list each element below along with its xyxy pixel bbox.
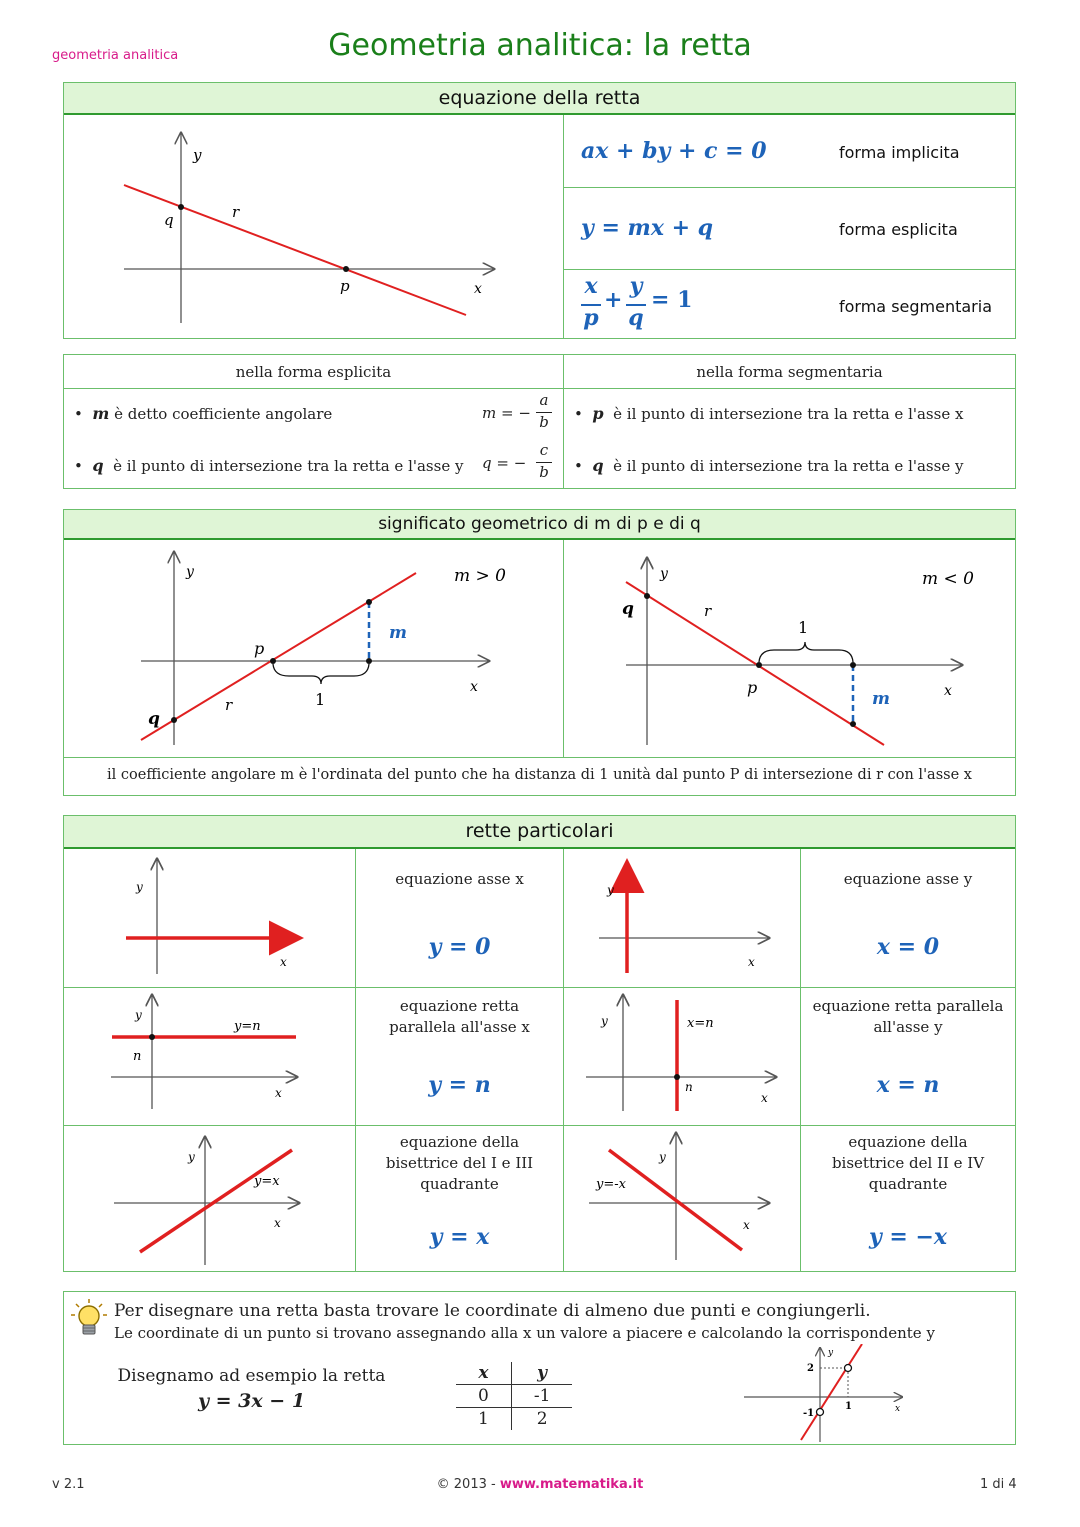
y-axis-graph [564, 849, 800, 987]
line-graph [64, 115, 563, 338]
unit-label: 1 [315, 690, 326, 709]
x-axis-label: x [748, 955, 755, 969]
x-axis-label: x [274, 1216, 281, 1230]
p-label: p [340, 277, 350, 295]
explicit-item-m: • m è detto coefficiente angolare [74, 404, 333, 423]
y-axis-label: y [186, 564, 194, 580]
parallel-y-desc: equazione retta parallela all'asse y [812, 997, 1004, 1036]
y-axis-label: y [601, 1014, 608, 1028]
x-axis-label: x [743, 1218, 750, 1232]
example-equation: y = 3x − 1 [197, 1390, 306, 1412]
example-graph [744, 1344, 924, 1444]
bisector-2-desc: equazione della bisettrice del II e IV quadrante [831, 1133, 985, 1193]
x-axis-desc: equazione asse x [395, 870, 524, 888]
y-axis-label: y [607, 883, 614, 897]
x-axis-eq: y = 0 [428, 934, 491, 960]
m-label: m [389, 623, 407, 643]
tip-line-1: Per disegnare una retta basta trovare le coordinate di almeno due punti e congiungerli. [114, 1301, 871, 1321]
section-label: geometria analitica [52, 48, 179, 63]
version: v 2.1 [52, 1477, 85, 1492]
line-label: y=-x [596, 1177, 626, 1192]
y-axis-label: y [193, 146, 202, 164]
x-axis-label: x [761, 1091, 768, 1105]
negative-slope-graph [564, 540, 1015, 757]
parallel-x-desc: equazione retta parallela all'asse x [389, 997, 530, 1036]
x-axis-label: x [944, 683, 952, 699]
slope-condition: m < 0 [922, 569, 974, 589]
r-label: r [232, 203, 240, 221]
tick-1: 1 [845, 1401, 852, 1412]
page-title: Geometria analitica: la retta [328, 28, 752, 63]
y-axis-label: y [136, 880, 143, 894]
lightbulb-icon [70, 1298, 108, 1340]
m-label: m [872, 689, 890, 709]
segment-formula: x p + y q = 1 [581, 273, 711, 335]
bisector-1-desc: equazione della bisettrice del I e III quadrante [385, 1133, 534, 1193]
y-axis-eq: x = 0 [876, 934, 940, 960]
x-axis-label: x [275, 1086, 282, 1100]
meaning-box [63, 509, 1016, 796]
line-label: y=x [254, 1174, 280, 1189]
n-label: n [133, 1049, 142, 1064]
y-axis-label: y [135, 1008, 142, 1022]
m-formula: m = − a b [482, 391, 562, 435]
parallel-y-eq: x = n [876, 1072, 940, 1098]
x-axis-label: x [280, 955, 287, 969]
x-axis-graph [64, 849, 355, 987]
q-label: q [148, 709, 160, 729]
segment-heading: nella forma segmentaria [696, 363, 883, 381]
bisector-1-graph [64, 1125, 355, 1272]
x-axis-label: x [470, 679, 478, 695]
bisector-2-eq: y = −x [868, 1224, 948, 1250]
segment-item-p: • p è il punto di intersezione tra la retta e l'asse x [574, 404, 964, 423]
y-axis-label: y [659, 1150, 666, 1164]
explicit-label: forma esplicita [839, 220, 958, 239]
p-label: p [747, 678, 758, 697]
values-table: x y 0 -1 1 2 [456, 1362, 572, 1430]
y-axis-label: y [188, 1150, 195, 1164]
tick-minus-1: -1 [803, 1408, 815, 1419]
horizontal-line-graph [64, 987, 355, 1125]
explicit-item-q: • q è il punto di intersezione tra la retta e l'asse y [74, 456, 464, 475]
equation-heading: equazione della retta [64, 83, 1015, 115]
y-axis-label: y [660, 566, 668, 582]
r-label: r [704, 602, 712, 620]
q-label: q [622, 599, 634, 619]
segment-item-q: • q è il punto di intersezione tra la retta e l'asse y [574, 456, 964, 475]
meaning-heading: significato geometrico di m di p e di q [64, 510, 1015, 540]
special-lines-heading: rette particolari [64, 816, 1015, 849]
n-label: n [685, 1080, 693, 1094]
q-label: q [164, 211, 174, 229]
r-label: r [225, 696, 233, 714]
vertical-line-graph [564, 987, 800, 1125]
unit-label: 1 [798, 618, 809, 637]
p-label: p [254, 639, 265, 658]
positive-slope-graph [64, 540, 563, 757]
meaning-caption: il coefficiente angolare m è l'ordinata del punto che ha distanza di 1 unità dal punto P di intersezione di r con l'asse x [107, 767, 972, 783]
parallel-x-eq: y = n [428, 1072, 491, 1098]
implicit-label: forma implicita [839, 143, 960, 162]
line-label: y=n [234, 1019, 261, 1034]
tip-box [63, 1291, 1016, 1445]
x-axis-label: x [474, 281, 482, 297]
slope-condition: m > 0 [454, 566, 506, 586]
equation-box [63, 82, 1016, 339]
x-axis-label: x [895, 1404, 901, 1414]
q-formula: q = − c b [482, 441, 562, 485]
segment-label: forma segmentaria [839, 297, 993, 316]
copyright: © 2013 - www.matematika.it [436, 1477, 644, 1492]
implicit-formula: ax + by + c = 0 [581, 138, 767, 164]
page-number: 1 di 4 [980, 1477, 1017, 1492]
tick-2: 2 [807, 1363, 814, 1374]
y-axis-desc: equazione asse y [843, 870, 973, 888]
bisector-2-graph [564, 1125, 800, 1272]
y-axis-label: y [828, 1348, 834, 1358]
line-label: x=n [687, 1016, 714, 1031]
explicit-heading: nella forma esplicita [235, 363, 392, 381]
bisector-1-eq: y = x [429, 1224, 490, 1250]
special-lines-box [63, 815, 1016, 1272]
example-intro: Disegnamo ad esempio la retta [117, 1366, 386, 1386]
site-link[interactable]: www.matematika.it [499, 1477, 644, 1492]
forms-box [63, 354, 1016, 489]
explicit-formula: y = mx + q [581, 215, 714, 241]
tip-line-2: Le coordinate di un punto si trovano assegnando alla x un valore a piacere e calcolando la corrispondente y [114, 1324, 935, 1342]
